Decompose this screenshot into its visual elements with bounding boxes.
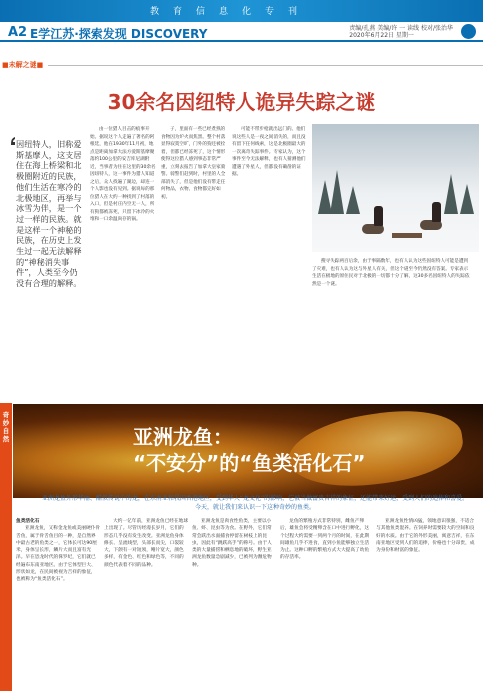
sled xyxy=(392,233,422,238)
vertical-label: 奇妙自然 xyxy=(2,411,10,443)
article-column-3 xyxy=(232,126,308,304)
person xyxy=(432,202,441,222)
arowana-column-1 xyxy=(16,518,100,688)
section-band-mystery xyxy=(0,60,483,70)
paragraph: 可能不带步枪就出远门的。他们说这些人是一夜之间消失的，而且没有留下任何线索，这是北极圈最大的一次离奇失踪事件。专家认为，这个事件至今无法解释，也有人猜测他们遭遇了外星人，但都没有确凿的证据。 xyxy=(232,127,306,177)
paragraph: 由一位猎人目击的痕事开始。据说这个人走遍了著名的阿根廷，他在1930年11月初，地点是距离加拿大法方爱斯基摩聚落约100公里的安吉库尼湖附近，当事者为住在这里的30余名因纽特人，这一事件为猎人知道之后，众人找遍了湖边，却连一个人影也没有见到。据说每的那位猎人在大约一种找到了村落的入口，但是村庄内空无一人，所有狗都被冻死，只留下冰冷的火堆和一口余温尚存的锅。 xyxy=(90,127,156,222)
paragraph: 大约一亿年前，亚洲龙鱼已经在地球上出现了。尽管历经漫长岁月，它们的形态几乎没有发生改变。亚洲龙鱼身体修长、呈流线型，头部长而尖，口裂较大，下颌有一对短须，鳍片宽大，颜色多样，有金色、红色和绿色等，不同的颜色代表着不同的品种。 xyxy=(104,519,189,568)
article-lead: 亚洲龙鱼外形华丽、酷似传说中的龙，在东南亚和我国香港地区，受到华人“龙文化”的影响，它被当做富贵吉祥的象征，还能带来好运，受到人们的追捧和喜爱。今天，就让我们来认识一下这种奇妙的鱼类。 xyxy=(41,495,469,511)
editor-info xyxy=(349,25,453,39)
tree xyxy=(346,186,360,214)
paragraph: 搜寻失踪两百后余，由于事隔数年，也有人认为这些因纽特人可能是遭到了灾难，也有人认为这与外星人有关，但这个谜至今仍然没有答案。专家表示生活在极地的原住民对于北极的一切都十分了解，这30多名因纽特人的失踪依然是一个谜。 xyxy=(312,259,470,287)
article-title-line1: 亚洲龙鱼： xyxy=(133,425,233,449)
section-sidebar xyxy=(0,403,12,691)
article-title-line2: “不安分”的“鱼类活化石” xyxy=(133,451,366,475)
tree xyxy=(330,170,344,214)
subheading: 鱼类活化石 xyxy=(16,519,40,524)
article-column-1 xyxy=(90,126,158,304)
pull-quote: 因纽特人，旧称爱斯基摩人，这支居住在海上桥梁和北极圈附近的民族，他们生活在寒冷的北极地区，再举与冰雪为伴，是一个过一样的民族。就是这样一个神秘的民族，在历史上发生过一起无法解释的“神秘消失事件”，人类至今仍没有合理的解释。 xyxy=(16,139,82,289)
tree xyxy=(460,184,474,214)
date-line: 2020年6月22日 星期一 xyxy=(349,32,414,39)
tree xyxy=(444,174,458,214)
paragraph: 龙鱼的繁殖方式非常特别，雌鱼产卵后，雄鱼会将受精卵含在口中进行孵化，这个过程大约需要一到两个月的时间，在此期间雄鱼几乎不进食，直到小鱼能够独立生活为止。这种口孵的繁殖方式大大提高了幼鱼的存活率。 xyxy=(280,519,370,561)
page-header xyxy=(0,22,483,42)
arowana-column-2 xyxy=(104,518,188,688)
arowana-column-4 xyxy=(280,518,372,688)
section-label-mystery: ■未解之谜■ xyxy=(2,61,44,69)
section-title: E学江苏·探索发现 DISCOVERY xyxy=(30,27,208,41)
top-banner xyxy=(0,0,483,22)
arowana-column-5 xyxy=(376,518,476,688)
logo-seal-icon xyxy=(461,24,476,39)
paragraph: 子，里面有一些已经煮熟的食物因为炉火而焦黑。整个村落显得寂寞空旷，门外的狗还被拴着，但都已经冻死了，这个情形使得这位猎人感到事态非常严重，立刻去报告了加拿大皇家骑警。骑警们赶到时，村里的人全部消失了，但是他们没有带走任何物品，衣物、食物都完好如初。 xyxy=(161,127,226,200)
paragraph: 亚洲龙鱼是肉食性鱼类，主要以小鱼、虾、昆虫等为食。在野外，它们常常会跃出水面捕食停留在树枝上的昆虫，因此有“跳跃高手”的称号。由于人类的大量捕捞和栖息地的破坏，野生亚洲龙鱼数量急剧减少，已被列为濒危物种。 xyxy=(192,519,272,568)
article-title-inuit: 30余名因纽特人诡异失踪之谜 xyxy=(107,90,376,114)
paragraph: 亚洲龙鱼性情凶猛，领地意识很强，不适合与其他鱼类混养。在饲养时需要较大的空间和良好的水质。由于它的外形美丽，寓意吉祥，在东南亚地区受到人们的追捧，价格也十分昂贵，成为身份和财富的象征。 xyxy=(376,519,475,554)
editor-line: 责编/孔燕 美编/许 一 读线 校对/张治华 xyxy=(349,25,453,32)
article-column-4 xyxy=(312,258,472,320)
page-number: A2 xyxy=(8,25,28,40)
arowana-column-3 xyxy=(192,518,276,688)
person xyxy=(374,206,383,226)
paragraph: 亚洲龙鱼，又称金龙鱼或美丽硬仆骨舌鱼，属于骨舌鱼目的一种，是自然界中最古老的鱼类之一，它体长可达90厘米，身体呈长形，鳞片大而且富有光泽。早在恐龙时代的侏罗纪，它们就已经遍布东南亚地区。由于它体型巨大、形状如龙，在民间被视为吉祥的象征，也被称为“鱼类活化石”。 xyxy=(16,526,101,583)
arctic-photo xyxy=(312,124,479,252)
top-banner-text: 教育信息化专刊 xyxy=(150,7,312,17)
article-column-2 xyxy=(161,126,229,304)
divider xyxy=(48,65,483,66)
